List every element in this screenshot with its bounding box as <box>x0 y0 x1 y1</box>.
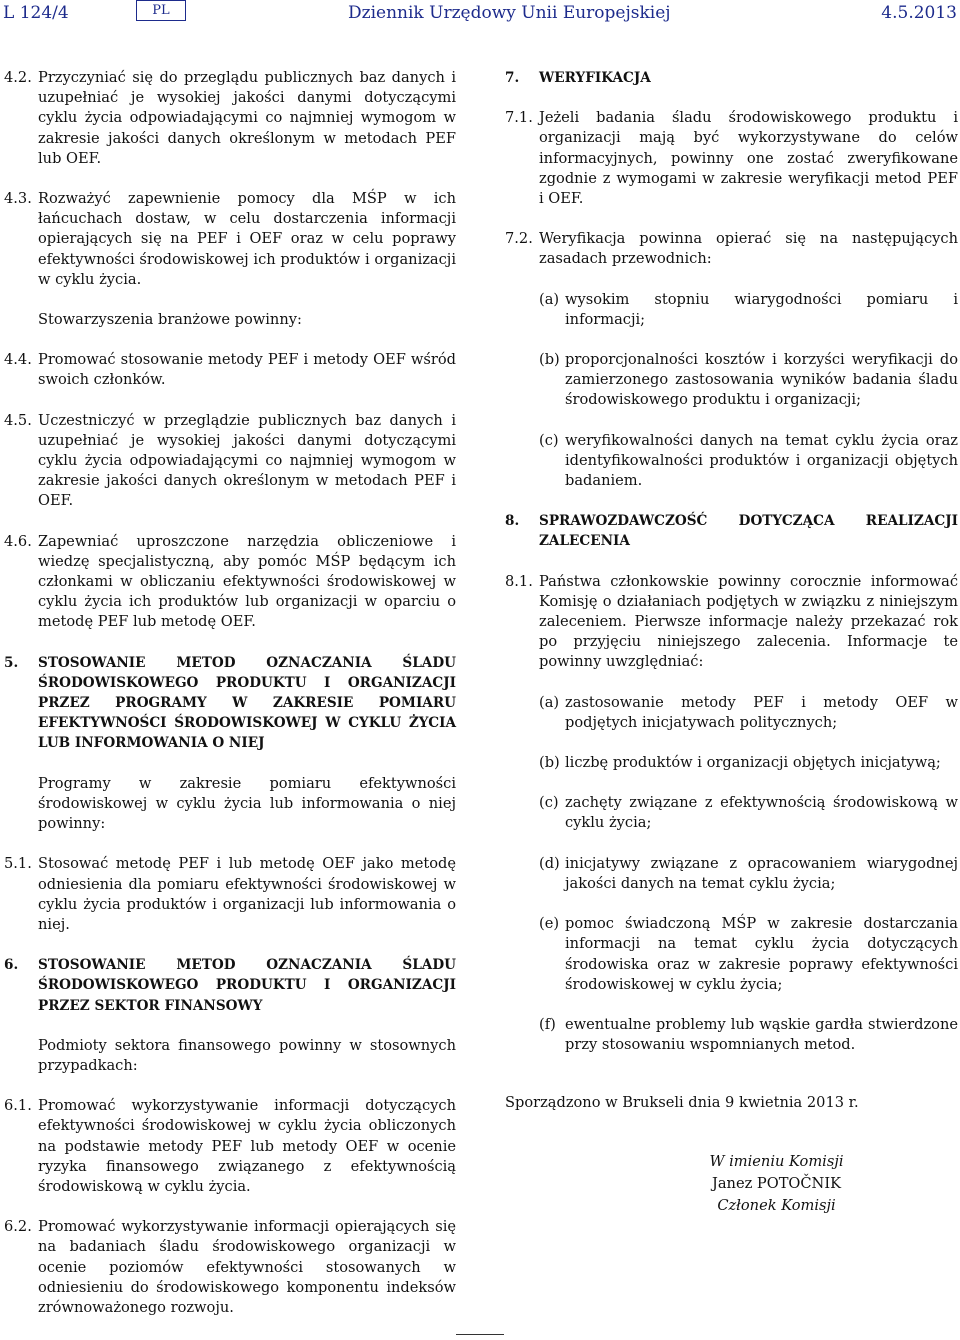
point-8-1-c: (c) zachęty związane z efektywnością środowiskową w cyklu życia; <box>539 794 958 832</box>
footer-rule <box>456 1334 504 1335</box>
point-8-1-d: (d) inicjatywy związane z opracowaniem wiarygodnej jakości danych na temat cyklu życia; <box>539 854 958 892</box>
point-6-2: 6.2. Promować wykorzystywanie informacji opierających się na badaniach śladu środowiskowego organizacji w ocenie poziomów efektywności stosowanych w odniesieniu do środowiskowego komponentu indeksów zrównoważonego rozwoju. <box>4 1218 456 1316</box>
issue-date: 4.5.2013 <box>881 3 957 23</box>
signatory-role: Członek Komisji <box>717 1196 836 1214</box>
page-number: L 124/4 <box>3 3 69 23</box>
signature-block <box>505 1152 958 1217</box>
point-4-6: 4.6. Zapewniać uproszczone narzędzia obliczeniowe i wiedzę specjalistyczną, aby pomóc MŚP będącym ich członkami w obliczaniu efektywności środowiskowej w cyklu życia ich produktów lub organizacji w oparciu o metodę PEF lub metodę OEF. <box>4 532 456 631</box>
point-4-4: 4.4. Promować stosowanie metody PEF i metody OEF wśród swoich członków. <box>4 351 456 389</box>
point-7-2-b: (b) proporcjonalności kosztów i korzyści weryfikacji do zamierzonego zastosowania wyników badania śladu środowiskowego produktu i organizacji; <box>539 351 958 409</box>
signature-on-behalf: W imieniu Komisji <box>709 1152 844 1170</box>
signatory-name: Janez POTOČNIK <box>712 1174 841 1192</box>
signing-place-date: Sporządzono w Brukseli dnia 9 kwietnia 2013 r. <box>505 1094 859 1112</box>
point-4-2: 4.2. Przyczyniać się do przeglądu publicznych baz danych i uzupełniać je wysokiej jakości danymi dotyczącymi cyklu życia odpowiadającymi co najmniej wymogom w zakresie jakości danych określonym w metodach PEF lub OEF. <box>4 69 456 167</box>
right-column <box>505 68 958 1218</box>
page-header <box>0 0 960 30</box>
point-6-1: 6.1. Promować wykorzystywanie informacji dotyczących efektywności środowiskowej w cyklu życia obliczonych na podstawie metody PEF lub metody OEF w ocenie ryzyka finansowego związanego z efektywnością środowiskową w cyklu życia. <box>4 1097 456 1195</box>
journal-title: Dziennik Urzędowy Unii Europejskiej <box>348 3 671 23</box>
associations-intro: Stowarzyszenia branżowe powinny: <box>38 311 302 329</box>
point-4-3: 4.3. Rozważyć zapewnienie pomocy dla MŚP w ich łańcuchach dostaw, w celu dostarczenia informacji opierających się na PEF i OEF oraz w celu poprawy efektywności środowiskowej ich produktów i organizacji w cyklu życia. <box>4 190 456 288</box>
point-8-1: 8.1. Państwa członkowskie powinny corocznie informować Komisję o działaniach podjętych w związku z niniejszym zaleceniem. Pierwsze informacje należy przekazać rok po przyjęciu niniejszego zalecenia. Informacje te powinny uwzględniać: <box>505 572 958 671</box>
point-7-2-a: (a) wysokim stopniu wiarygodności pomiaru i informacji; <box>539 290 958 328</box>
point-8-1-a: (a) zastosowanie metody PEF i metody OEF w podjętych inicjatywach politycznych; <box>539 693 958 731</box>
point-8-1-b: (b) liczbę produktów i organizacji objętych inicjatywą; <box>539 754 941 772</box>
point-7-1: 7.1. Jeżeli badania śladu środowiskowego produktu i organizacji mają być wykorzystywane do celów informacyjnych, powinny one zostać zweryfikowane zgodnie z wymogami w zakresie weryfikacji metod PEF i OEF. <box>505 109 958 208</box>
heading-8: 8. SPRAWOZDAWCZOŚĆ DOTYCZĄCA REALIZACJI ZALECENIA <box>505 513 958 550</box>
section-6-intro: Podmioty sektora finansowego powinny w stosownych przypadkach: <box>38 1036 456 1074</box>
point-8-1-e: (e) pomoc świadczoną MŚP w zakresie dostarczania informacji na temat cyklu życia dotyczących środowiska oraz w zakresie poprawy efektywności środowiskowej w cyklu życia; <box>539 915 958 993</box>
left-column <box>4 68 456 1338</box>
point-8-1-f: (f) ewentualne problemy lub wąskie gardła stwierdzone przy stosowaniu wspomnianych metod. <box>539 1015 958 1054</box>
heading-6: 6. STOSOWANIE METOD OZNACZANIA ŚLADU ŚRODOWISKOWEGO PRODUKTU I ORGANIZACJI PRZEZ SEKTOR FINANSOWY <box>4 957 456 1014</box>
heading-7: 7. WERYFIKACJA <box>505 70 651 86</box>
point-4-5: 4.5. Uczestniczyć w przeglądzie publicznych baz danych i uzupełniać je wysokiej jakości danymi dotyczącymi cyklu życia odpowiadającymi co najmniej wymogom w zakresie jakości danych określonym w metodach PEF i OEF. <box>4 411 456 510</box>
point-7-2-c: (c) weryfikowalności danych na temat cyklu życia oraz identyfikowalności produktów i organizacji objętych badaniem. <box>539 431 958 490</box>
point-7-2: 7.2. Weryfikacja powinna opierać się na następujących zasadach przewodnich: <box>505 230 958 268</box>
heading-5: 5. STOSOWANIE METOD OZNACZANIA ŚLADU ŚRODOWISKOWEGO PRODUKTU I ORGANIZACJI PRZEZ PROGRAMY W ZAKRESIE POMIARU EFEKTYWNOŚCI ŚRODOWISKOWEJ W CYKLU ŻYCIA LUB INFORMOWANIA O NIEJ <box>4 654 456 752</box>
language-badge: PL <box>136 0 186 21</box>
point-5-1: 5.1. Stosować metodę PEF i lub metodę OEF jako metodę odniesienia dla pomiaru efektywności środowiskowej w cyklu życia produktów i organizacji lub informowania o niej. <box>4 855 456 933</box>
section-5-intro: Programy w zakresie pomiaru efektywności środowiskowej w cyklu życia lub informowania o niej powinny: <box>38 774 456 833</box>
